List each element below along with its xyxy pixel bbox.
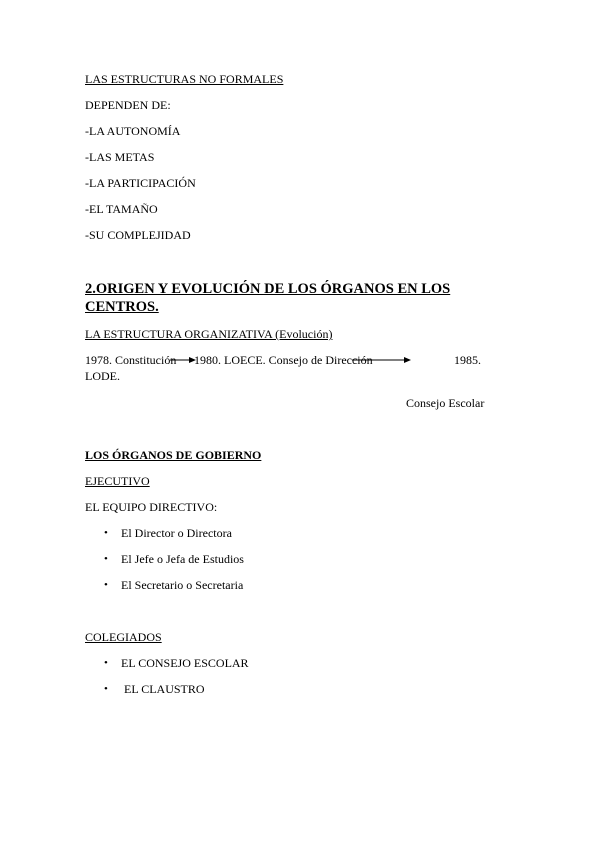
list-item: -LA AUTONOMÍA bbox=[85, 124, 181, 138]
list-item: EL CONSEJO ESCOLAR bbox=[121, 656, 249, 670]
list-item: -LAS METAS bbox=[85, 150, 155, 164]
list-item: EL CLAUSTRO bbox=[124, 682, 205, 696]
list-item: El Jefe o Jefa de Estudios bbox=[121, 552, 244, 566]
list-item: -EL TAMAÑO bbox=[85, 202, 158, 216]
governing-bodies-heading: LOS ÓRGANOS DE GOBIERNO bbox=[85, 448, 262, 462]
management-team-label: EL EQUIPO DIRECTIVO: bbox=[85, 500, 218, 514]
org-structure-subheading: LA ESTRUCTURA ORGANIZATIVA (Evolución) bbox=[85, 327, 333, 341]
timeline-item-1985: 1985. bbox=[454, 353, 481, 367]
depends-on-label: DEPENDEN DE: bbox=[85, 98, 171, 112]
list-item: -LA PARTICIPACIÓN bbox=[85, 176, 196, 190]
list-item: -SU COMPLEJIDAD bbox=[85, 228, 191, 242]
section-title: 2.ORIGEN Y EVOLUCIÓN DE LOS ÓRGANOS EN LOS CENTROS. bbox=[85, 281, 451, 315]
executive-heading: EJECUTIVO bbox=[85, 474, 150, 488]
bullet-icon: • bbox=[104, 579, 108, 591]
timeline-arrow-icon bbox=[170, 355, 196, 365]
timeline-item-1978: 1978. Constitución bbox=[85, 353, 177, 367]
list-item: El Secretario o Secretaria bbox=[121, 578, 244, 592]
timeline-arrow-icon bbox=[352, 355, 412, 365]
bullet-icon: • bbox=[104, 527, 108, 539]
bullet-icon: • bbox=[104, 657, 108, 669]
bullet-icon: • bbox=[104, 683, 108, 695]
nonformal-structures-heading: LAS ESTRUCTURAS NO FORMALES bbox=[85, 72, 284, 86]
list-item: El Director o Directora bbox=[121, 526, 232, 540]
timeline-item-1980: 1980. LOECE. Consejo de Dirección bbox=[194, 353, 373, 367]
collegiate-heading: COLEGIADOS bbox=[85, 630, 162, 644]
timeline-item-lode: LODE. bbox=[85, 369, 120, 383]
timeline-note-consejo-escolar: Consejo Escolar bbox=[406, 396, 485, 410]
bullet-icon: • bbox=[104, 553, 108, 565]
